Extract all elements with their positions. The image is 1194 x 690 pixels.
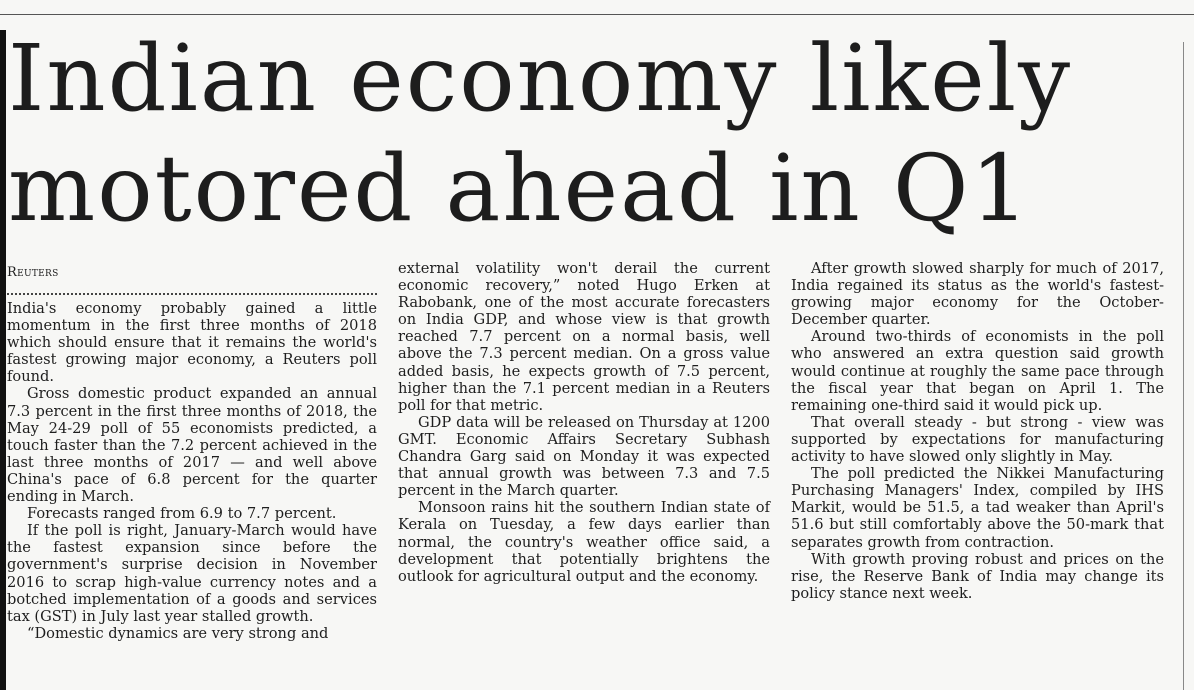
- paragraph: If the poll is right, January-March would have the fastest expansion since before the government's surprise decision in November 2016 to scrap high-value currency notes and a botched implementation of a goods and services tax (GST) in July last year stalled growth.: [7, 522, 377, 625]
- byline-divider: [7, 282, 377, 295]
- headline-line-2: motored ahead in Q1: [8, 135, 1031, 242]
- headline-line-1: Indian economy likely: [8, 25, 1073, 132]
- article-column-3: [791, 260, 1164, 602]
- paragraph: GDP data will be released on Thursday at 1200 GMT. Economic Affairs Secretary Subhash Chandra Garg said on Monday it was expected that annual growth was between 7.3 and 7.5 percent in the March quarter.: [398, 413, 770, 500]
- article-column-2: [398, 260, 770, 585]
- paragraph: After growth slowed sharply for much of 2017, India regained its status as the world's fastest-growing major economy for the October-December quarter.: [791, 260, 1164, 329]
- paragraph: Around two-thirds of economists in the poll who answered an extra question said growth would continue at roughly the same pace through the fiscal year that began on April 1. The remaining one-third said it would pick up.: [791, 328, 1164, 414]
- byline: Reuters: [7, 265, 59, 280]
- column-rule-right: [1183, 42, 1184, 690]
- paragraph: Gross domestic product expanded an annual 7.3 percent in the first three months of 2018, the May 24-29 poll of 55 economists predicted, a touch faster than the 7.2 percent achieved in the last three months of 2017 — and well above China's pace of 6.8 percent for the quarter ending in March.: [7, 385, 377, 506]
- paragraph: The poll predicted the Nikkei Manufacturing Purchasing Managers' Index, compiled by IHS Markit, would be 51.5, a tad weaker than April's 51.6 but still comfortably above the 50-mark that separates growth from contraction.: [791, 465, 1164, 551]
- top-rule: [0, 14, 1194, 15]
- article-column-1: [7, 260, 377, 642]
- page-edge-bar: [0, 30, 6, 690]
- paragraph: India's economy probably gained a little momentum in the first three months of 2018 which should ensure that it remains the world's fastest growing major economy, a Reuters poll found.: [7, 300, 377, 386]
- article-headline: [8, 24, 1178, 244]
- paragraph: With growth proving robust and prices on the rise, the Reserve Bank of India may change its policy stance next week.: [791, 550, 1164, 602]
- paragraph: external volatility won't derail the current economic recovery,” noted Hugo Erken at Rabobank, one of the most accurate forecasters on India GDP, and whose view is that growth reached 7.7 percent on a normal basis, well above the 7.3 percent median. On a gross value added basis, he expects growth of 7.5 percent, higher than the 7.1 percent median in a Reuters poll for that metric.: [398, 260, 770, 414]
- paragraph: “Domestic dynamics are very strong and: [27, 624, 329, 642]
- paragraph: That overall steady - but strong - view was supported by expectations for manufacturing activity to have slowed only slightly in May.: [791, 413, 1164, 466]
- paragraph: Forecasts ranged from 6.9 to 7.7 percent.: [27, 505, 337, 523]
- paragraph: Monsoon rains hit the southern Indian state of Kerala on Tuesday, a few days earlier than normal, the country's weather office said, a development that potentially brightens the outlook for agricultural output and the economy.: [398, 499, 770, 585]
